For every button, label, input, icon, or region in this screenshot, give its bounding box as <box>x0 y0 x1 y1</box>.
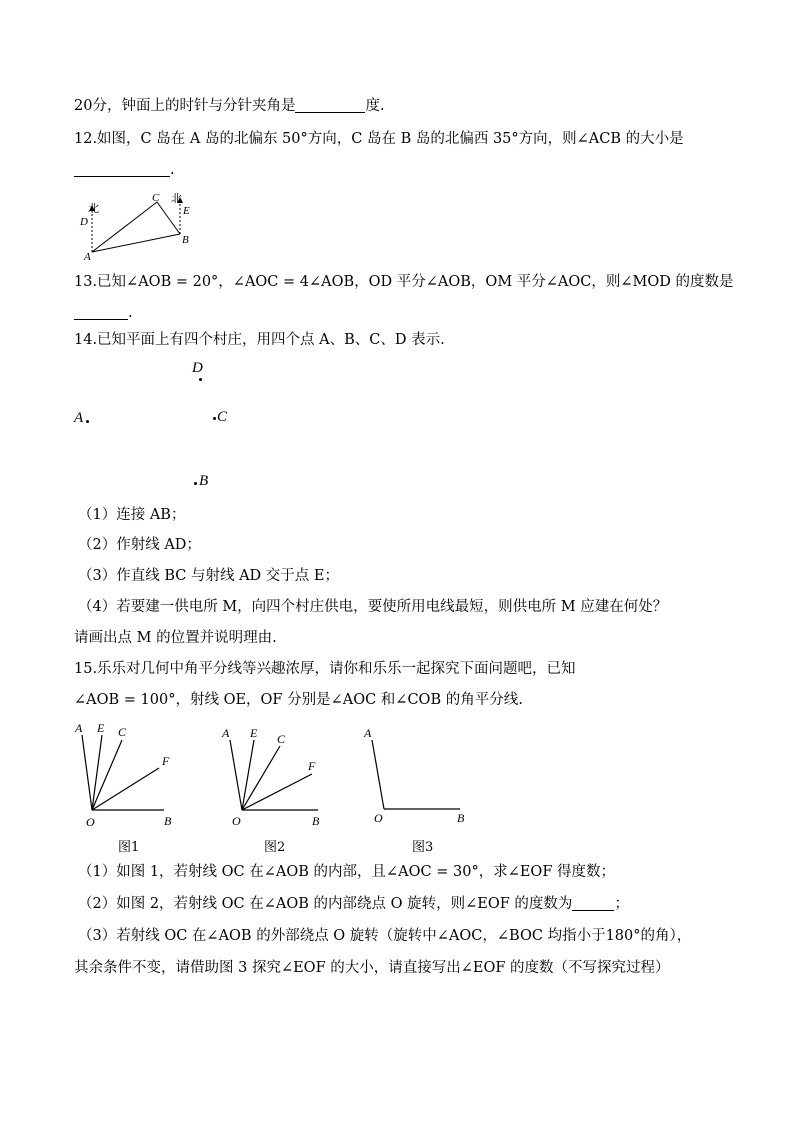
q14-item-3: （3）作直线 BC 与射线 AD 交于点 E； <box>78 568 339 584</box>
q13-answer-line: . <box>74 303 133 323</box>
point-c-dot <box>213 417 216 420</box>
segment-ab <box>92 234 180 252</box>
fig1-label-e: E <box>97 721 105 735</box>
fig1-label-o: O <box>86 815 95 829</box>
fig2-label-b: B <box>312 814 320 828</box>
q15-item-3-cont: 其余条件不变，请借助图 3 探究∠EOF 的大小，请直接写出∠EOF 的度数（不写探究过程） <box>74 960 670 976</box>
point-d: D <box>192 360 203 376</box>
q15-question-1: 15.乐乐对几何中角平分线等兴趣浓厚，请你和乐乐一起探究下面问题吧，已知 <box>74 661 576 677</box>
point-a: A <box>74 410 84 426</box>
fig1-label-c: C <box>118 725 127 739</box>
q15-figure-3 <box>362 722 477 832</box>
fig1-label-a: A <box>75 721 83 735</box>
label-e: E <box>183 205 190 217</box>
label-b: B <box>182 234 189 246</box>
q14-item-4-cont: 请画出点 M 的位置并说明理由. <box>74 630 277 646</box>
q12-figure <box>70 188 200 263</box>
q11-text: 20分，钟面上的时针与分针夹角是 <box>74 98 296 114</box>
segment-cb <box>157 202 180 234</box>
fig2-label-o: O <box>232 814 241 828</box>
label-a: A <box>84 251 91 263</box>
q15-item-3: （3）若射线 OC 在∠AOB 的外部绕点 O 旋转（旋转中∠AOC，∠BOC 均指小于180°的角）， <box>78 928 692 944</box>
q11-tail-line <box>74 96 385 116</box>
label-north-a: 北 <box>88 203 99 215</box>
fig1-caption: 图1 <box>118 840 140 855</box>
fig2-caption: 图2 <box>264 840 286 855</box>
q14-item-2: （2）作射线 AD； <box>78 537 201 553</box>
fig2-label-e: E <box>250 726 258 740</box>
q13-answer-blank[interactable] <box>74 305 128 320</box>
fig2-label-f: F <box>308 759 316 773</box>
point-a-dot <box>86 420 89 423</box>
label-d: D <box>80 216 88 228</box>
point-b-dot <box>194 482 197 485</box>
fig3-label-b: B <box>457 811 465 825</box>
label-c: C <box>152 192 160 204</box>
point-b: B <box>199 473 209 489</box>
label-north-b: 北 <box>171 193 182 205</box>
q12-answer-blank[interactable] <box>74 162 170 177</box>
q15-question-2: ∠AOB = 100°，射线 OE，OF 分别是∠AOC 和∠COB 的角平分线. <box>74 692 523 708</box>
q15-item-2-blank[interactable] <box>572 896 614 911</box>
q14-item-1: （1）连接 AB； <box>78 507 186 523</box>
segment-ac <box>92 202 157 252</box>
fig1-label-f: F <box>162 754 170 768</box>
q15-figure-2 <box>220 722 335 832</box>
q11-answer-blank[interactable] <box>295 98 365 113</box>
fig1-label-b: B <box>164 814 172 828</box>
q14-question: 14.已知平面上有四个村庄，用四个点 A、B、C、D 表示. <box>74 332 445 348</box>
fig3-label-a: A <box>364 726 372 740</box>
q15-figure-1 <box>72 720 187 830</box>
fig3-caption: 图3 <box>412 840 434 855</box>
point-d-dot <box>199 378 202 381</box>
q13-question: 13.已知∠AOB = 20°，∠AOC = 4∠AOB，OD 平分∠AOB，OM 平分∠AOC，则∠MOD 的度数是 <box>74 274 734 290</box>
q15-item-2-suffix: ； <box>614 896 629 912</box>
q15-item-2: （2）如图 2，若射线 OC 在∠AOB 的内部绕点 O 旋转，则∠EOF 的度数为 <box>78 896 573 912</box>
q12-question: 12.如图，C 岛在 A 岛的北偏东 50°方向，C 岛在 B 岛的北偏西 35°方向，则∠ACB 的大小是 <box>74 131 684 147</box>
fig2-label-c: C <box>277 732 286 746</box>
q11-suffix: 度. <box>365 98 385 114</box>
fig2-label-a: A <box>222 726 230 740</box>
q15-item-2-line <box>78 894 629 914</box>
q12-answer-line: . <box>74 160 175 180</box>
q15-item-1: （1）如图 1，若射线 OC 在∠AOB 的内部，且∠AOC = 30°，求∠EOF 得度数； <box>78 864 615 880</box>
point-c: C <box>217 409 228 425</box>
fig3-label-o: O <box>374 811 383 825</box>
q14-item-4: （4）若要建一供电所 M，向四个村庄供电，要使所用电线最短，则供电所 M 应建在何处？ <box>78 599 668 615</box>
